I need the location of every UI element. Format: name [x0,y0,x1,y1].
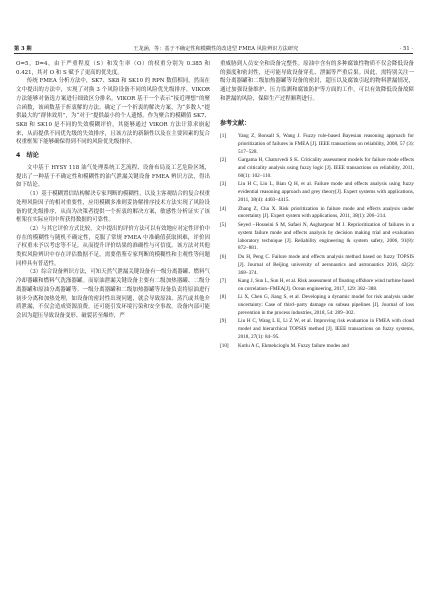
paragraph: （2）与其它评价方式比较，文中提出的评价方法可以有效地应对定性评价中存在的模糊性与随机不确定性，克服了常规 FMEA 中准确值获取困难，评价因子权重未予以考虑等不足，从而提升评价结果的准确性与可信度。该方法对其他类似风险辨识中存在评估数据不足，需要借鉴专家判断的模糊性和主观性等问题同样具有普适性。 [16,225,210,267]
reference-text: Liu H C, Liu L, Bian Q H, et al. Failure mode and effects analysis using fuzzy evidential reasoning approach and grey theory[J]. Expert systems with applications, 2011, 38(4): 4403−4415. [238,181,414,204]
reference-item [220,294,414,318]
reference-number: [2] [220,157,227,164]
reference-number: [9] [220,318,227,325]
reference-item [220,343,414,351]
reference-item [220,222,414,253]
reference-number: [10] [220,342,229,349]
issue-number: 第 3 期 [14,46,32,52]
reference-number: [1] [220,133,227,140]
reference-number: [5] [220,221,227,228]
paragraph: 重威胁到人员安全和设备完整性。原油中含有的多种腐蚀性物质不仅会降低设备的强度和密封性，还可能导致设备穿孔、泄漏等严重后果。因此，需特别关注一级分离器罐和二级加热器罐等设备的密封，超压以及腐蚀引起的物料泄漏情况，通过加强设备维护、压力监测和腐蚀防护等方面的工作，可以有效降低设备故障和泄漏的风险，保障生产过程顺利进行。 [220,61,414,102]
page-number: · 51 · [399,46,413,52]
paragraph: （1）基于模糊置信结构解决专家判断的模糊性，以及主客观结合的复合权重处理风险因子的相对重要性，应用模糊多准则妥协解排序技术方法实现了风险设备的优先级排序，从而为决策者提供一个折衷的解决方案，敏感性分析证实了该框架在实际应用中所获得数据的可靠性。 [16,191,210,224]
paragraph: 传统 FMEA 分析方法中，SK7、SK8 和 SK10 的 RPN 数值相同，然而在文中提出的方法中，实现了对换 3 个风险设备不同的风险优先级排序。VIKOR 方法能够对备选方案进行细致区分排名。VIKOR 基于一个表示“接近理想”的聚合函数，该函数基于折衷解的方法。确定了一个折衷的解决方案，为“多数人”提供最大的“群体效用”，为“对于”提供最小的个人遗憾。作为聚合的模糊值 SK7、SK8 和 SK10 是不同的失效模糊评价，其能够通过 VIKOR 方法计算求崩起来，从而提供不同优先级的失效排序，且该方法的新颖性以及在主要因素的复合权重框架下能够确保得到不同的风险优先级排序。 [16,78,210,146]
reference-item [220,157,414,181]
reference-text: Gargama H, Chaturvedi S K. Criticality assessment models for failure mode effects and criticality analysis using fuzzy logic [J]. IEEE transactions on reliability, 2011, 60(1): 102−110. [238,157,414,180]
reference-text: Kang J, Sun L, Sun H, et al. Risk assessment of floating offshore wind turbine based on correlation−FMEA[J]. Ocean engineering, 2017, 129: 382−388. [238,277,414,292]
reference-text: Du H, Peng C. Failure mode and effects analysis method based on fuzzy TOPSIS [J]. Journal of Beijing university of aeronautics and astronautics 2016, 42(2): 368−374. [238,253,414,276]
reference-text: Liu H C, Wang L E, Li Z W, et al. Improving risk evaluation in FMEA with cloud model and hierarchical TOPSIS method [J]. IEEE transactions on fuzzy systems, 2018, 27(1): 84−95. [238,318,414,341]
reference-text: Seyed −Hosseini S M, Safaei N, Asgharpour M J. Reprioritization of failures in a system failure mode and effects analysis by decision making trial and evaluation laboratory technique [J]. Reliability engineering & system safety, 2006, 91(8): 872−881. [238,221,414,252]
reference-item [220,181,414,205]
running-title: 王龙涵，等：基于不确定性和模糊性的改进型 FMEA 风险辨识方法研究 [133,46,299,52]
reference-number: [4] [220,205,227,212]
reference-item [220,278,414,294]
reference-text: Kutlu A C, Ekmekcioglu M. Fuzzy failure modes and [238,342,349,349]
reference-text: Zhang Z, Chu X. Risk prioritization in failure mode and effects analysis under uncertainty [J]. Expert system with applications, 2011, 38(1): 206−214. [238,205,414,220]
reference-number: [8] [220,294,227,301]
reference-item [220,318,414,342]
reference-number: [6] [220,253,227,260]
reference-list [220,133,414,350]
left-column [16,60,210,321]
reference-number: [7] [220,277,227,284]
references-title: 参考文献： [220,119,251,127]
paragraph: （3）综合设备辨识方法，可知天然气泄漏关键设备有一级分离器罐、燃料气冷却器罐和燃料气洗涤器罐。而原油泄漏关键设备主要有二级加热器罐、二级分离器罐和原油分离器罐等。一级分离器罐和二级加热器罐等设备负责将原油进行初步分离和加热处理，如设备的密封性出现问题，就会导致原油、蒸汽或其他介质泄漏，不仅会造成资源浪费，还可能引发环境污染和安全事故。设备内部可能会因为超压导致设备变形、破裂甚至爆炸，严 [16,269,210,319]
reference-item [220,206,414,222]
section-title-conclusion: 4 结论 [16,152,39,160]
page-header [14,43,413,54]
right-column [220,60,414,351]
reference-item [220,254,414,278]
paragraph: 文中基于 HYSY 118 油气处理系统工艺流程、设备布局及工艺危险区域，提出了一种基于不确定性和模糊性的油气泄漏关键设备 FMEA 辨识方法，得出如下结论。 [16,165,210,189]
reference-item [220,133,414,157]
paragraph: O=5，D=4，由于严重程度（S）和发生率（O）的权重分别为 0.385 和 0.421，其对 O 和 S 赋予了更高的优先度。 [16,61,210,76]
reference-text: Li X, Chen G, Jiang S, et al. Developing a dynamic model for risk analysis under uncertainty: Case of third−party damage on subsea pipelines [J]. Journal of loss prevention in the process industries, 2018, 54: 289−302. [238,294,414,316]
reference-text: Yang Z, Bonsall S, Wang J. Fuzzy rule-based Bayesian reasoning approach for prioritization of failures in FMEA [J]. IEEE transactions on reliability, 2008, 57 (3): 517−528. [238,133,414,155]
reference-number: [3] [220,181,227,188]
